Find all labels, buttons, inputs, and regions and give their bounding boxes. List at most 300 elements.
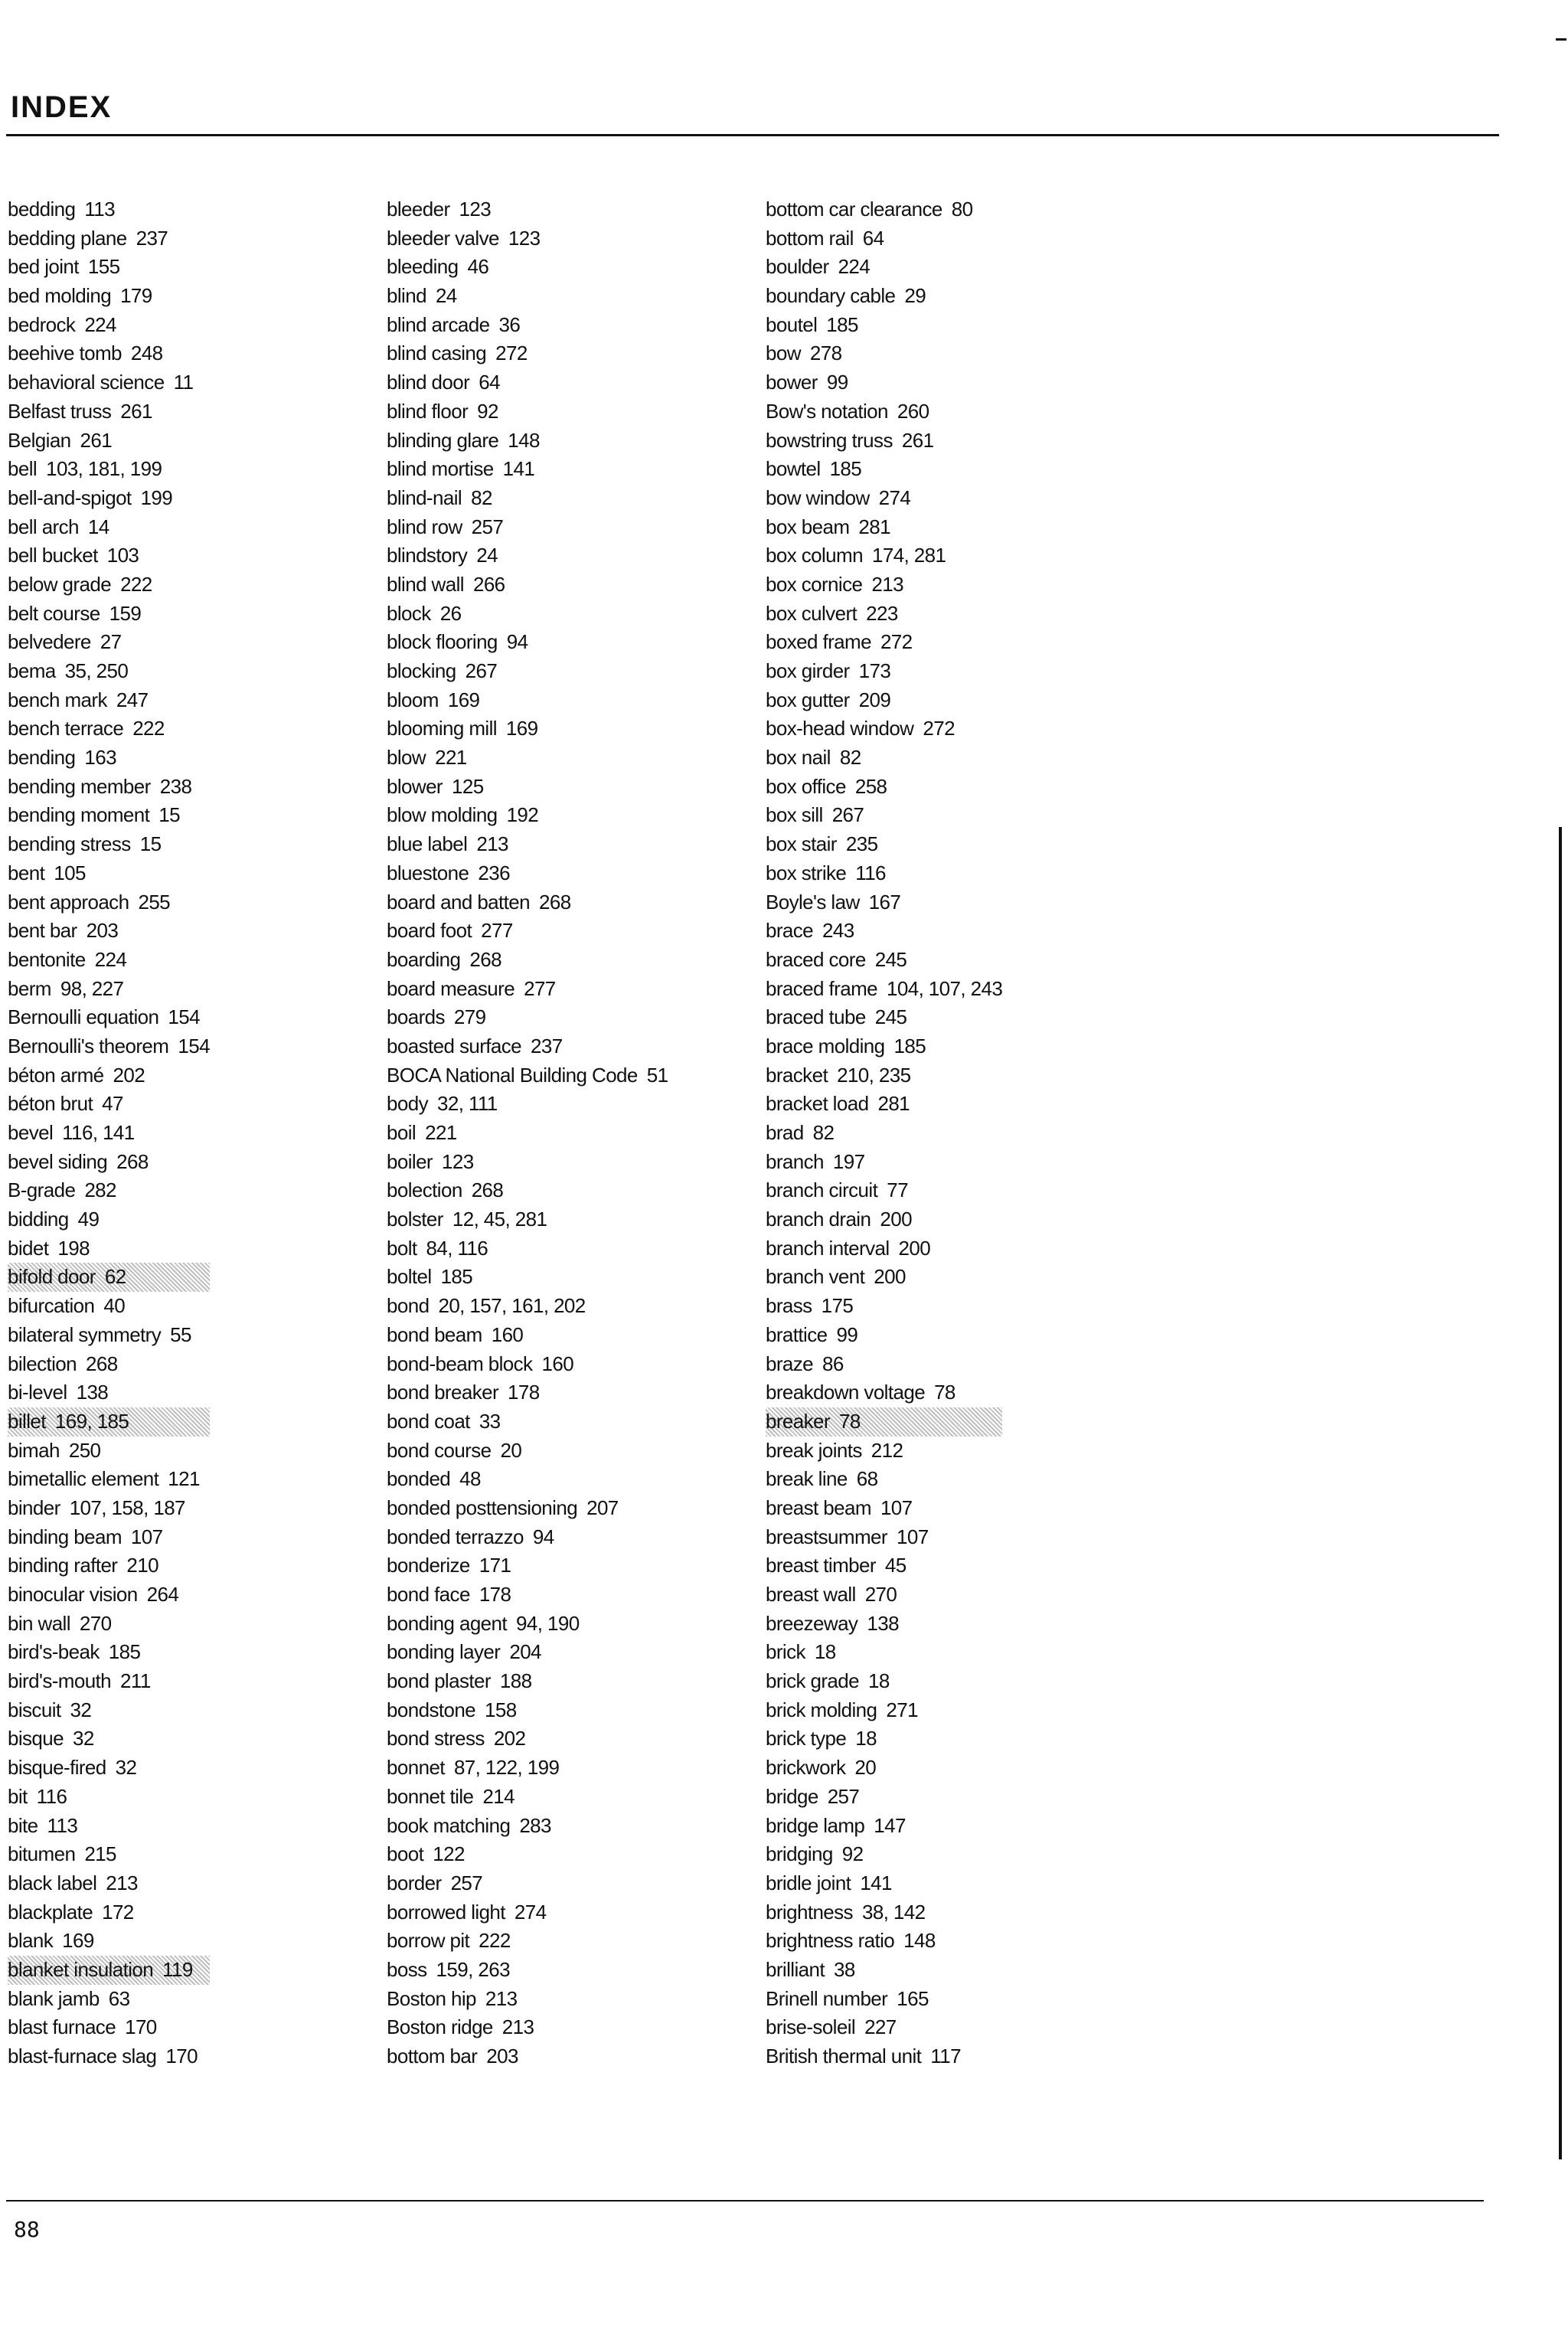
index-entry <box>766 484 1002 513</box>
index-pages: 270 <box>79 1611 112 1635</box>
index-pages: 105 <box>54 861 86 884</box>
index-entry <box>8 1465 210 1494</box>
index-term: bell bucket <box>8 544 98 567</box>
index-term: borrowed light <box>387 1900 505 1924</box>
index-term: billet <box>8 1409 46 1433</box>
index-term: braced frame <box>766 976 877 1000</box>
index-term: biscuit <box>8 1698 61 1721</box>
index-pages: 258 <box>854 774 887 798</box>
index-pages: 267 <box>465 659 498 682</box>
index-pages: 188 <box>499 1669 532 1693</box>
index-term: box strike <box>766 861 847 884</box>
index-pages: 222 <box>120 572 152 596</box>
index-entry <box>766 801 1002 830</box>
index-pages: 147 <box>874 1813 906 1837</box>
index-pages: 107, 158, 187 <box>69 1495 185 1519</box>
index-term: box sill <box>766 803 823 827</box>
index-pages: 200 <box>880 1208 912 1231</box>
index-entry <box>8 484 210 513</box>
index-entry <box>387 600 668 629</box>
index-entry <box>8 311 210 340</box>
index-term: boundary cable <box>766 284 896 308</box>
index-entry <box>387 1696 668 1725</box>
index-term: bolection <box>387 1178 462 1202</box>
index-entry <box>8 224 210 253</box>
index-pages: 203 <box>86 919 119 943</box>
index-term: blind-nail <box>387 485 462 509</box>
index-pages: 24 <box>476 544 498 567</box>
index-entry <box>766 1610 1002 1639</box>
index-term: bench terrace <box>8 717 124 740</box>
index-pages: 224 <box>838 255 871 279</box>
index-pages: 141 <box>860 1871 892 1894</box>
index-term: bonded <box>387 1467 451 1491</box>
index-pages: 64 <box>479 371 500 394</box>
index-term: box office <box>766 774 846 798</box>
index-pages: 169 <box>505 717 538 740</box>
index-term: bridge lamp <box>766 1813 865 1837</box>
index-pages: 92 <box>841 1842 864 1866</box>
index-entry <box>8 1437 210 1466</box>
index-entry <box>387 1061 668 1090</box>
index-term: bracket <box>766 1063 828 1087</box>
index-term: Bernoulli equation <box>8 1005 159 1029</box>
index-entry <box>387 224 668 253</box>
index-entry <box>766 541 1002 570</box>
index-pages: 20, 157, 161, 202 <box>438 1294 586 1318</box>
index-entry <box>766 253 1002 282</box>
index-entry <box>8 1494 210 1523</box>
index-column-2 <box>387 195 668 2071</box>
index-pages: 213 <box>106 1871 138 1894</box>
index-entry <box>387 311 668 340</box>
index-entry <box>766 1437 1002 1466</box>
index-entry <box>8 2042 210 2071</box>
footer-rule <box>6 2200 1484 2202</box>
index-term: bent bar <box>8 919 77 943</box>
index-entry <box>387 1234 668 1263</box>
index-pages: 148 <box>508 428 540 452</box>
index-entry <box>766 368 1002 397</box>
index-term: braced tube <box>766 1005 866 1029</box>
index-term: board measure <box>387 976 515 1000</box>
index-entry <box>766 1696 1002 1725</box>
index-pages: 277 <box>524 976 556 1000</box>
index-term: box girder <box>766 659 850 682</box>
index-term: bent <box>8 861 45 884</box>
index-pages: 185 <box>826 312 858 336</box>
index-pages: 243 <box>822 919 854 943</box>
index-entry <box>8 1696 210 1725</box>
index-term: branch circuit <box>766 1178 878 1202</box>
index-entry <box>766 773 1002 802</box>
index-entry <box>387 570 668 600</box>
index-entry <box>8 1321 210 1350</box>
index-pages: 125 <box>452 774 484 798</box>
index-term: bond breaker <box>387 1381 499 1404</box>
index-pages: 32, 111 <box>436 1092 498 1116</box>
index-term: blank jamb <box>8 1986 100 2010</box>
index-term: block <box>387 601 431 625</box>
index-entry <box>766 1956 1002 1985</box>
index-term: brilliant <box>766 1957 825 1981</box>
index-term: brass <box>766 1294 812 1318</box>
index-entry <box>387 859 668 888</box>
index-term: book matching <box>387 1813 511 1837</box>
index-term: brightness ratio <box>766 1929 895 1953</box>
index-term: bilateral symmetry <box>8 1322 162 1346</box>
scan-edge-tick <box>1556 38 1566 41</box>
index-term: bidet <box>8 1236 49 1260</box>
index-entry <box>766 2013 1002 2042</box>
index-term: blank <box>8 1929 54 1953</box>
index-entry <box>387 975 668 1004</box>
index-term: bitumen <box>8 1842 76 1866</box>
index-pages: 247 <box>116 688 149 711</box>
index-entry <box>8 195 210 224</box>
index-term: board foot <box>387 919 472 943</box>
index-pages: 268 <box>539 890 571 914</box>
index-term: branch drain <box>766 1208 871 1231</box>
index-pages: 113 <box>47 1813 78 1837</box>
index-entry <box>387 888 668 917</box>
index-term: box-head window <box>766 717 914 740</box>
index-term: braced core <box>766 947 866 971</box>
index-pages: 200 <box>898 1236 931 1260</box>
index-entry <box>387 1263 668 1292</box>
index-pages: 267 <box>831 803 864 827</box>
index-pages: 211 <box>120 1669 151 1693</box>
index-entry <box>387 917 668 946</box>
index-entry <box>387 1003 668 1032</box>
index-pages: 210 <box>126 1554 158 1577</box>
index-entry <box>387 253 668 282</box>
index-pages: 82 <box>471 485 492 509</box>
index-pages: 281 <box>877 1092 910 1116</box>
index-term: bonded posttensioning <box>387 1495 578 1519</box>
index-pages: 174, 281 <box>871 544 946 567</box>
index-pages: 200 <box>874 1265 906 1289</box>
index-term: bridging <box>766 1842 833 1866</box>
index-entry <box>8 1234 210 1263</box>
index-entry <box>766 1985 1002 2014</box>
index-term: block flooring <box>387 630 498 654</box>
index-pages: 141 <box>502 457 535 481</box>
index-term: bleeder valve <box>387 226 499 250</box>
index-pages: 80 <box>951 198 973 221</box>
index-term: brightness <box>766 1900 853 1924</box>
index-pages: 78 <box>934 1381 956 1404</box>
index-pages: 38, 142 <box>861 1900 926 1924</box>
index-pages: 274 <box>514 1900 547 1924</box>
index-pages: 222 <box>132 717 165 740</box>
index-term: binocular vision <box>8 1583 138 1606</box>
index-entry <box>387 1378 668 1407</box>
index-term: brad <box>766 1121 804 1144</box>
index-pages: 18 <box>868 1669 890 1693</box>
index-pages: 107 <box>130 1525 163 1548</box>
index-pages: 63 <box>108 1986 130 2010</box>
index-term: box cornice <box>766 572 863 596</box>
index-entry <box>766 1840 1002 1869</box>
index-term: boasted surface <box>387 1034 522 1057</box>
index-term: blower <box>387 774 443 798</box>
index-term: blind wall <box>387 572 464 596</box>
index-entry <box>8 339 210 368</box>
index-pages: 283 <box>519 1813 551 1837</box>
index-term: boot <box>387 1842 424 1866</box>
index-term: bed molding <box>8 284 112 308</box>
index-entry <box>387 1985 668 2014</box>
index-term: boxed frame <box>766 630 871 654</box>
index-term: blind arcade <box>387 312 490 336</box>
index-pages: 268 <box>471 1178 504 1202</box>
index-entry <box>387 628 668 657</box>
index-entry <box>766 830 1002 859</box>
index-term: braze <box>766 1352 814 1375</box>
index-term: boards <box>387 1005 445 1029</box>
index-pages: 27 <box>100 630 122 654</box>
index-term: blind floor <box>387 399 469 423</box>
index-pages: 92 <box>477 399 498 423</box>
index-pages: 257 <box>471 515 504 538</box>
index-term: box stair <box>766 832 837 856</box>
index-entry <box>766 1205 1002 1234</box>
index-pages: 154 <box>178 1034 210 1057</box>
index-term: bird's-beak <box>8 1640 100 1664</box>
index-term: bending stress <box>8 832 131 856</box>
header-rule <box>6 134 1499 136</box>
index-entry <box>766 1292 1002 1321</box>
index-pages: 250 <box>68 1438 101 1462</box>
index-pages: 272 <box>495 342 528 365</box>
index-term: bottom car clearance <box>766 198 942 221</box>
index-pages: 15 <box>158 803 181 827</box>
index-term: brick molding <box>766 1698 877 1721</box>
index-entry <box>387 1783 668 1812</box>
index-pages: 199 <box>140 485 173 509</box>
index-pages: 185 <box>440 1265 473 1289</box>
index-term: boss <box>387 1957 427 1981</box>
index-pages: 103, 181, 199 <box>46 457 162 481</box>
index-entry <box>766 224 1002 253</box>
index-entry <box>766 570 1002 600</box>
index-pages: 167 <box>868 890 901 914</box>
index-term: bolster <box>387 1208 443 1231</box>
index-pages: 204 <box>509 1640 541 1664</box>
index-pages: 173 <box>858 659 891 682</box>
index-pages: 257 <box>450 1871 483 1894</box>
index-entry <box>8 513 210 542</box>
index-entry <box>766 714 1002 744</box>
index-entry <box>387 1148 668 1177</box>
index-entry <box>387 714 668 744</box>
index-entry <box>8 455 210 484</box>
index-term: bond <box>387 1294 430 1318</box>
index-entry <box>387 2042 668 2071</box>
index-term: body <box>387 1092 428 1116</box>
index-entry <box>8 1985 210 2014</box>
index-entry <box>766 1465 1002 1494</box>
index-pages: 82 <box>839 746 861 770</box>
index-pages: 175 <box>821 1294 854 1318</box>
index-entry <box>387 282 668 311</box>
index-pages: 209 <box>858 688 891 711</box>
index-entry <box>387 946 668 975</box>
index-term: bonnet <box>387 1756 445 1780</box>
index-pages: 222 <box>479 1929 511 1953</box>
index-pages: 237 <box>136 226 168 250</box>
index-term: borrow pit <box>387 1929 470 1953</box>
index-entry <box>766 1754 1002 1783</box>
index-pages: 122 <box>433 1842 465 1866</box>
index-entry <box>387 1724 668 1754</box>
index-entry <box>8 1610 210 1639</box>
index-pages: 116 <box>855 861 886 884</box>
index-pages: 214 <box>482 1784 514 1808</box>
index-entry <box>766 311 1002 340</box>
index-entry <box>766 888 1002 917</box>
index-pages: 178 <box>508 1381 540 1404</box>
index-term: box culvert <box>766 601 858 625</box>
index-entry <box>8 1580 210 1610</box>
index-pages: 155 <box>87 255 120 279</box>
index-term: blinding glare <box>387 428 499 452</box>
index-term: bowstring truss <box>766 428 893 452</box>
index-term: bird's-mouth <box>8 1669 112 1693</box>
index-term: bower <box>766 371 818 394</box>
index-entry <box>387 1292 668 1321</box>
index-term: blind mortise <box>387 457 494 481</box>
index-term: B-grade <box>8 1178 76 1202</box>
index-pages: 260 <box>897 399 929 423</box>
index-entry <box>766 917 1002 946</box>
index-pages: 221 <box>425 1121 457 1144</box>
index-entry <box>8 541 210 570</box>
index-term: blind casing <box>387 342 487 365</box>
index-term: béton brut <box>8 1092 93 1116</box>
index-term: bilection <box>8 1352 77 1375</box>
index-entry <box>387 1956 668 1985</box>
index-entry <box>387 1551 668 1580</box>
index-pages: 185 <box>108 1640 141 1664</box>
index-entry <box>766 1812 1002 1841</box>
index-pages: 268 <box>116 1149 149 1173</box>
index-pages: 248 <box>130 342 163 365</box>
index-entry <box>8 1724 210 1754</box>
index-term: bending member <box>8 774 151 798</box>
index-entry <box>766 600 1002 629</box>
index-pages: 213 <box>476 832 508 856</box>
index-entry <box>8 1378 210 1407</box>
index-term: bonded terrazzo <box>387 1525 524 1548</box>
index-pages: 169, 185 <box>54 1409 129 1433</box>
index-pages: 99 <box>826 371 848 394</box>
index-term: blind door <box>387 371 470 394</box>
index-term: branch vent <box>766 1265 865 1289</box>
index-pages: 245 <box>874 1005 907 1029</box>
index-term: bi-level <box>8 1381 67 1404</box>
index-term: beehive tomb <box>8 342 122 365</box>
index-pages: 107 <box>896 1525 929 1548</box>
index-pages: 202 <box>493 1727 526 1750</box>
index-entry <box>387 1321 668 1350</box>
index-term: boiler <box>387 1149 433 1173</box>
index-entry <box>8 1407 210 1437</box>
index-pages: 82 <box>812 1121 835 1144</box>
index-entry <box>8 773 210 802</box>
index-entry <box>8 282 210 311</box>
index-entry <box>766 1378 1002 1407</box>
index-entry <box>766 1667 1002 1696</box>
index-entry <box>387 1754 668 1783</box>
index-entry <box>8 975 210 1004</box>
index-entry <box>8 859 210 888</box>
index-pages: 158 <box>485 1698 517 1721</box>
index-entry <box>8 946 210 975</box>
index-entry <box>766 1927 1002 1956</box>
index-pages: 192 <box>506 803 539 827</box>
index-term: boutel <box>766 312 818 336</box>
index-pages: 49 <box>77 1208 100 1231</box>
index-term: bleeder <box>387 198 450 221</box>
index-pages: 47 <box>102 1092 123 1116</box>
index-pages: 224 <box>94 947 127 971</box>
index-pages: 117 <box>930 2045 961 2068</box>
index-term: bin wall <box>8 1611 70 1635</box>
index-pages: 20 <box>854 1756 877 1780</box>
index-entry <box>8 1927 210 1956</box>
index-term: blind row <box>387 515 462 538</box>
index-pages: 87, 122, 199 <box>453 1756 560 1780</box>
index-pages: 281 <box>858 515 890 538</box>
index-pages: 160 <box>491 1322 524 1346</box>
index-pages: 119 <box>162 1957 193 1981</box>
index-pages: 185 <box>893 1034 926 1057</box>
index-pages: 274 <box>878 485 911 509</box>
index-entry <box>387 1927 668 1956</box>
index-term: blow molding <box>387 803 498 827</box>
index-entry <box>387 455 668 484</box>
index-pages: 121 <box>168 1467 200 1491</box>
index-entry <box>387 830 668 859</box>
index-pages: 203 <box>486 2045 518 2068</box>
index-entry <box>766 657 1002 686</box>
index-pages: 227 <box>864 2015 897 2039</box>
index-column-3 <box>766 195 1002 2071</box>
index-pages: 261 <box>120 399 152 423</box>
index-entry <box>8 1812 210 1841</box>
index-entry <box>766 1003 1002 1032</box>
index-entry <box>387 773 668 802</box>
index-pages: 98, 227 <box>60 976 124 1000</box>
index-entry <box>387 1869 668 1898</box>
index-pages: 160 <box>541 1352 574 1375</box>
index-entry <box>387 1090 668 1119</box>
index-entry <box>8 686 210 715</box>
index-entry <box>766 455 1002 484</box>
index-term: bench mark <box>8 688 107 711</box>
index-term: bell-and-spigot <box>8 485 132 509</box>
index-term: bond course <box>387 1438 492 1462</box>
index-entry <box>387 1437 668 1466</box>
index-pages: 202 <box>113 1063 145 1087</box>
index-pages: 33 <box>479 1409 501 1433</box>
index-term: bevel siding <box>8 1149 108 1173</box>
index-entry <box>766 1869 1002 1898</box>
index-pages: 159, 263 <box>436 1957 510 1981</box>
index-entry <box>8 628 210 657</box>
